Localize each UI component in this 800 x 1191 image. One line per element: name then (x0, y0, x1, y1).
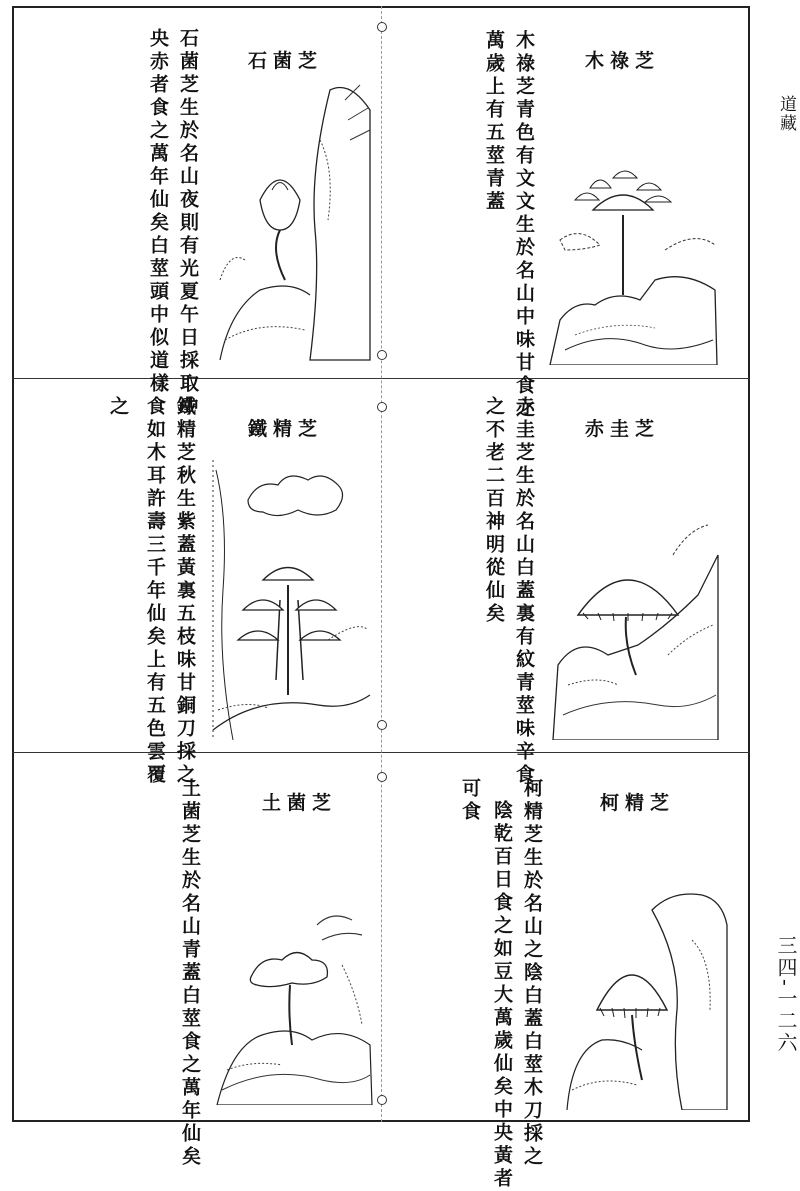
binding-hole (377, 1095, 387, 1105)
panel-text-mulu-col1: 木祿芝青色有文文生於名山中味甘食之 (513, 30, 535, 421)
binding-hole (377, 350, 387, 360)
binding-hole (377, 720, 387, 730)
panel-text-chigui-col2: 之不老二百神明從仙矣 (483, 396, 505, 626)
shijun-zhi-illustration (210, 80, 375, 365)
panel-title-tiejing: 鐵精芝 (248, 418, 324, 440)
panel-text-tiejing-col3: 之 (107, 396, 129, 419)
panel-text-ke-jing-col2: 陰乾百日食之如豆大萬歲仙矣中央黃者 (491, 800, 513, 1191)
panel-text-tujun-col1: 土菌芝生於名山青蓋白莖食之萬年仙矣 (179, 778, 201, 1169)
tiejing-zhi-illustration (208, 440, 373, 740)
panel-text-shijun-col1: 石菌芝生於名山夜則有光夏午日採取中 (177, 28, 199, 419)
panel-title-shijun: 石菌芝 (248, 50, 324, 72)
binding-hole (377, 22, 387, 32)
tujun-zhi-illustration (212, 905, 374, 1105)
panel-title-chigui: 赤圭芝 (585, 418, 661, 440)
panel-text-mulu-col2: 萬歲上有五莖青蓋 (483, 30, 505, 214)
source-label: 道藏 (776, 95, 796, 133)
panel-text-tiejing-col1: 鐵精芝秋生紫蓋黃裏五枝味甘銅刀採之 (174, 396, 196, 787)
panel-text-ke-jing-col3: 可食 (459, 778, 481, 824)
chigui-zhi-illustration (548, 515, 720, 740)
panel-title-ke-jing: 柯精芝 (600, 792, 676, 814)
binding-hole (377, 772, 387, 782)
panel-title-mulu: 木祿芝 (585, 50, 661, 72)
panel-text-tiejing-col2: 食如木耳許壽三千年仙矣上有五色雲覆 (144, 396, 166, 787)
page-number: 三四-一二六 (774, 935, 798, 1054)
panel-text-ke-jing-col1: 柯精芝生於名山之陰白蓋白莖木刀採之 (521, 778, 543, 1169)
panel-title-tujun: 土菌芝 (262, 792, 338, 814)
panel-text-shijun-col2: 央赤者食之萬年仙矣白莖頭中似道樣 (147, 28, 169, 396)
ke-jing-zhi-illustration (562, 880, 730, 1110)
panel-text-chigui-col1: 赤圭芝生於名山白蓋裏有紋青莖味辛食 (513, 396, 535, 787)
binding-hole (377, 402, 387, 412)
mulu-zhi-illustration (545, 150, 720, 365)
center-fold (381, 6, 382, 1122)
